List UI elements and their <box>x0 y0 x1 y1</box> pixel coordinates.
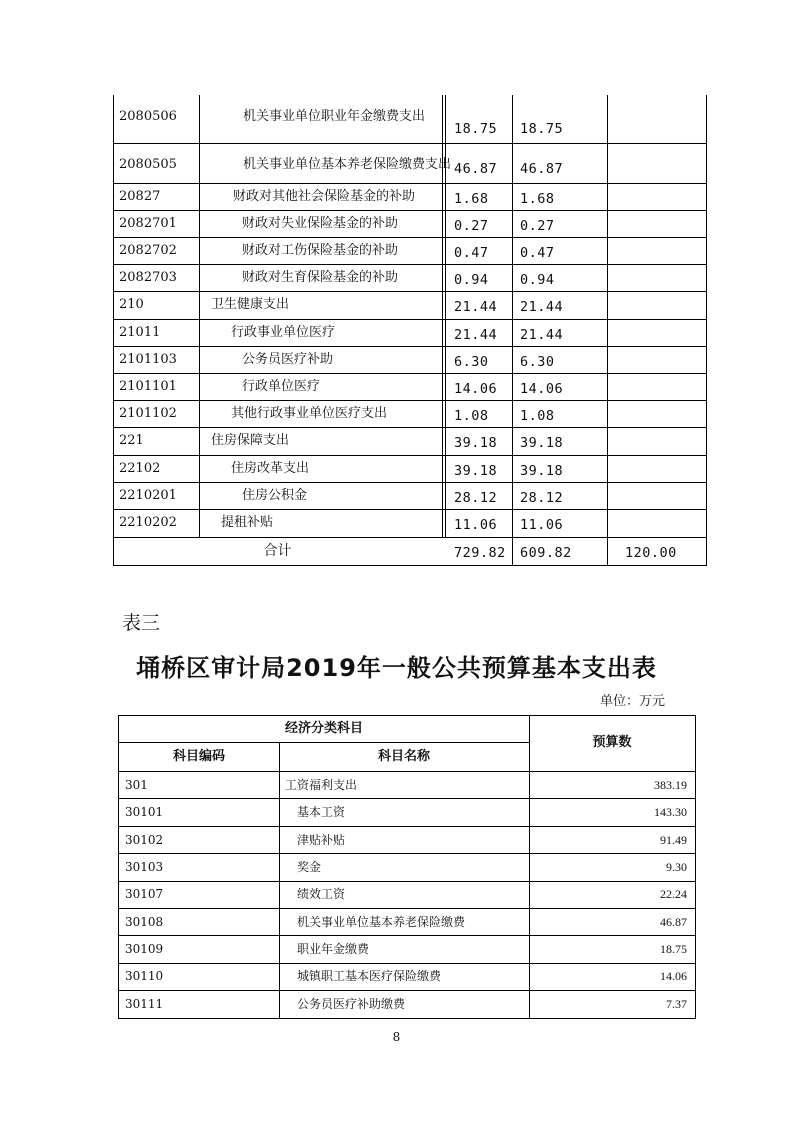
table-row-amount: 14.06 <box>660 969 687 983</box>
row-line <box>113 210 707 211</box>
col-line <box>607 95 608 566</box>
table-row-code: 2082702 <box>119 242 177 258</box>
table-row-name: 职业年金缴费 <box>297 942 370 956</box>
table-row-code: 2080506 <box>119 109 177 124</box>
table-row-name: 行政单位医疗 <box>242 378 321 394</box>
table-row-code: 2082703 <box>119 269 177 285</box>
row-line <box>113 509 707 510</box>
table-row-name: 其他行政事业单位医疗支出 <box>231 405 388 421</box>
table-row-name: 公务员医疗补助缴费 <box>297 997 406 1011</box>
row-line <box>119 881 695 882</box>
table-row-code: 30101 <box>125 805 164 819</box>
table-row-name: 住房保障支出 <box>211 433 290 448</box>
table-row-name: 机关事业单位职业年金缴费支出 <box>243 109 426 124</box>
table-row-amount: 22.24 <box>660 887 687 901</box>
table-row-basic: 39.18 <box>520 435 564 451</box>
table-row-code: 2101102 <box>119 405 177 421</box>
row-line <box>113 264 707 265</box>
table-row-basic: 46.87 <box>520 161 564 177</box>
unit-label: 单位：万元 <box>600 694 666 709</box>
table-row-amount: 18.75 <box>660 942 687 956</box>
table-row-name: 津贴补贴 <box>297 833 346 847</box>
table-row-code: 2101101 <box>119 378 177 394</box>
table-row-total: 39.18 <box>454 462 498 479</box>
table-row-code: 30111 <box>125 997 164 1011</box>
table-row-name: 财政对生育保险基金的补助 <box>242 269 399 285</box>
table-row-total: 6.30 <box>454 353 489 370</box>
col-line <box>113 95 114 566</box>
table-row-name: 奖金 <box>297 860 322 874</box>
col-line <box>706 95 707 566</box>
table-row-basic: 11.06 <box>520 517 564 533</box>
row-line <box>119 798 695 799</box>
table-row-basic: 28.12 <box>520 489 564 506</box>
col-header-name: 科目名称 <box>377 749 430 764</box>
table-row-total: 28.12 <box>454 489 498 506</box>
row-line <box>113 346 707 347</box>
table-row-name: 财政对失业保险基金的补助 <box>242 215 399 231</box>
row-line <box>119 826 695 827</box>
row-line <box>113 537 707 538</box>
table-row-basic: 6.30 <box>520 353 555 370</box>
table-row-total: 39.18 <box>454 435 498 451</box>
table-row-basic: 21.44 <box>520 299 564 315</box>
table-row-basic: 1.68 <box>520 190 555 207</box>
table-row-name: 机关事业单位基本养老保险缴费 <box>297 915 466 929</box>
table-row-total: 18.75 <box>454 121 498 137</box>
row-line <box>113 291 707 292</box>
table-row-name: 机关事业单位基本养老保险缴费支出 <box>243 157 452 172</box>
col-divider-code <box>279 742 280 1018</box>
table-row-basic: 0.94 <box>520 271 555 288</box>
table-row-total: 0.27 <box>454 217 489 234</box>
table-row-code: 22102 <box>119 460 161 476</box>
table-row-name: 住房公积金 <box>242 487 308 503</box>
row-line <box>119 908 695 909</box>
col-header-code: 科目编码 <box>172 749 225 764</box>
table-row-code: 30108 <box>125 915 164 929</box>
expenditure-table-continued <box>113 95 707 567</box>
row-line <box>113 482 707 483</box>
table-row-total: 0.47 <box>454 244 489 261</box>
table-row-name: 卫生健康支出 <box>211 297 290 312</box>
row-line <box>113 400 707 401</box>
table-row-name: 绩效工资 <box>297 887 346 901</box>
table-row-basic: 21.44 <box>520 326 564 343</box>
row-line <box>113 183 707 184</box>
sum-total: 729.82 <box>454 545 506 561</box>
page-title: 埇桥区审计局2019年一般公共预算基本支出表 <box>136 654 657 682</box>
row-line <box>113 455 707 456</box>
table-row-code: 30109 <box>125 942 164 956</box>
row-line <box>113 319 707 320</box>
row-line <box>119 990 695 991</box>
table-row-code: 301 <box>125 778 148 792</box>
table-row-code: 21011 <box>119 324 161 340</box>
section-label: 表三 <box>122 612 161 634</box>
table-row-basic: 0.47 <box>520 244 555 261</box>
basic-expenditure-table <box>118 715 696 1019</box>
table-row-basic: 1.08 <box>520 407 555 424</box>
table-row-total: 1.68 <box>454 190 489 207</box>
row-line <box>113 565 707 566</box>
row-line <box>113 237 707 238</box>
table-row-name: 基本工资 <box>297 805 346 819</box>
table-row-total: 14.06 <box>454 380 498 397</box>
row-line <box>119 853 695 854</box>
page-number: 8 <box>392 1030 401 1044</box>
table-row-code: 221 <box>119 433 144 448</box>
col-header-amount: 预算数 <box>592 735 632 750</box>
table-row-name: 城镇职工基本医疗保险缴费 <box>297 969 442 983</box>
group-header: 经济分类科目 <box>284 721 363 736</box>
table-row-name: 公务员医疗补助 <box>242 351 334 367</box>
table-row-code: 30110 <box>125 969 164 983</box>
table-row-basic: 14.06 <box>520 380 564 397</box>
table-row-code: 30102 <box>125 833 164 847</box>
table-row-code: 2080505 <box>119 157 177 172</box>
row-line <box>113 373 707 374</box>
table-row-code: 2210201 <box>119 487 177 503</box>
row-line <box>119 963 695 964</box>
header-divider <box>119 742 529 743</box>
table-row-name: 财政对工伤保险基金的补助 <box>242 242 399 258</box>
table-row-name: 提租补贴 <box>221 515 274 530</box>
table-row-total: 46.87 <box>454 161 498 177</box>
col-line <box>512 95 513 566</box>
table-row-amount: 9.30 <box>666 860 687 874</box>
row-line <box>119 935 695 936</box>
row-line <box>113 143 707 144</box>
table-row-basic: 39.18 <box>520 462 564 479</box>
table-row-total: 21.44 <box>454 299 498 315</box>
table-row-code: 20827 <box>119 188 161 204</box>
table-row-code: 2101103 <box>119 351 177 367</box>
sum-label: 合计 <box>263 543 292 559</box>
sum-project: 120.00 <box>625 545 677 561</box>
table-row-basic: 18.75 <box>520 121 564 137</box>
table-row-amount: 143.30 <box>654 805 687 819</box>
table-row-basic: 0.27 <box>520 217 555 234</box>
table-row-amount: 46.87 <box>660 915 687 929</box>
table-row-total: 0.94 <box>454 271 489 288</box>
table-row-code: 30103 <box>125 860 164 874</box>
col-line <box>199 95 200 538</box>
table-row-total: 11.06 <box>454 517 498 533</box>
table-row-code: 2082701 <box>119 215 177 231</box>
table-row-code: 2210202 <box>119 515 177 530</box>
table-row-code: 210 <box>119 297 144 312</box>
table-row-code: 30107 <box>125 887 164 901</box>
header-bottom-line <box>119 771 695 772</box>
table-row-name: 住房改革支出 <box>231 460 310 476</box>
table-row-name: 行政事业单位医疗 <box>231 324 336 340</box>
table-row-name: 工资福利支出 <box>285 778 358 792</box>
table-row-name: 财政对其他社会保险基金的补助 <box>233 188 416 204</box>
row-line <box>113 427 707 428</box>
sum-basic: 609.82 <box>520 545 572 561</box>
table-row-amount: 7.37 <box>666 997 687 1011</box>
table-row-total: 21.44 <box>454 326 498 343</box>
table-row-amount: 91.49 <box>660 833 687 847</box>
table-row-total: 1.08 <box>454 407 489 424</box>
table-row-amount: 383.19 <box>654 778 687 792</box>
